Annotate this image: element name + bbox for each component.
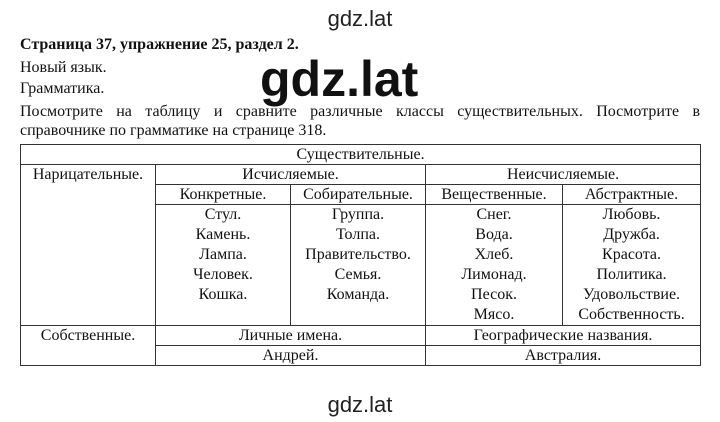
exercise-title: Страница 37, упражнение 25, раздел 2. [20,36,299,53]
list-item: Собственность. [578,306,685,323]
subhead-concrete: Конкретные. [156,185,291,205]
list-item: Лимонад. [461,266,527,283]
watermark-top: gdz.lat [327,6,393,31]
list-item: Дружба. [603,226,660,243]
subhead-material: Вещественные. [426,185,563,205]
geo-names-header: Географические названия. [426,326,701,346]
collective-column [291,205,426,326]
subhead-abstract: Абстрактные. [563,185,701,205]
geo-name-example: Австралия. [426,346,701,366]
list-item: Хлеб. [474,246,514,263]
list-item: Правительство. [305,246,411,263]
subtitle-grammar: Грамматика. [20,80,105,97]
list-item: Стул. [204,206,242,223]
instruction-paragraph: Посмотрите на таблицу и сравните различные классы существительных. Посмотрите в справочнике по грамматике на странице 318. [20,103,700,139]
proper-nouns-label: Собственные. [21,326,156,366]
list-item: Семья. [334,266,382,283]
personal-names-header: Личные имена. [156,326,426,346]
concrete-column [156,205,291,326]
list-item: Команда. [326,286,390,303]
list-item: Человек. [193,266,253,283]
table-title: Существительные. [21,145,701,165]
countable-header: Исчисляемые. [156,165,426,185]
list-item: Толпа. [335,226,380,243]
list-item: Красота. [602,246,661,263]
material-column [426,205,563,326]
subtitle-language: Новый язык. [20,59,107,76]
nouns-table [20,144,701,366]
subhead-collective: Собирательные. [291,185,426,205]
common-nouns-label: Нарицательные. [21,165,156,326]
watermark-center: gdz.lat [260,51,419,107]
list-item: Любовь. [602,206,661,223]
list-item: Камень. [195,226,251,243]
uncountable-header: Неисчисляемые. [426,165,701,185]
list-item: Удовольствие. [582,286,681,303]
list-item: Политика. [596,266,667,283]
list-item: Мясо. [473,306,515,323]
list-item: Вода. [475,226,513,243]
list-item: Группа. [331,206,385,223]
list-item: Кошка. [198,286,248,303]
abstract-column [563,205,701,326]
personal-name-example: Андрей. [156,346,426,366]
list-item: Лампа. [199,246,247,263]
list-item: Снег. [476,206,512,223]
list-item: Песок. [471,286,517,303]
watermark-bottom: gdz.lat [327,392,393,417]
